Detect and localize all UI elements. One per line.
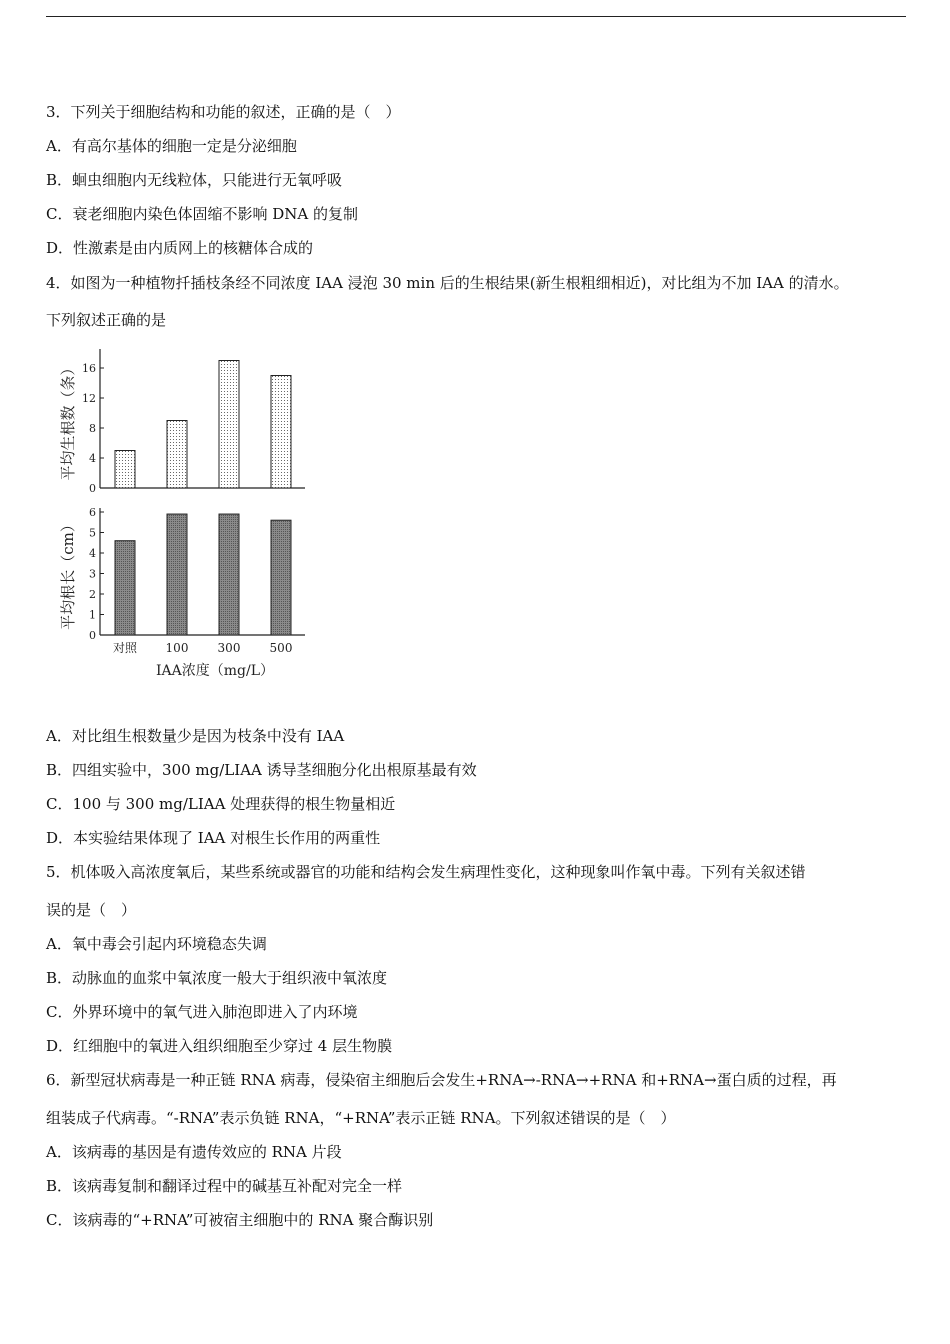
iaa-charts xyxy=(55,345,315,690)
bar xyxy=(167,421,187,489)
bar xyxy=(167,514,187,635)
q4-option-b: B．四组实验中，300 mg/LIAA 诱导茎细胞分化出根原基最有效 xyxy=(46,761,477,779)
q4-option-c: C．100 与 300 mg/LIAA 处理获得的根生物量相近 xyxy=(46,795,396,813)
root-length-chart xyxy=(59,506,305,655)
q5-stem-line2: 误的是（ ） xyxy=(46,901,137,919)
y-tick-label: 5 xyxy=(89,526,96,540)
bar xyxy=(219,361,239,489)
y-tick-label: 0 xyxy=(89,629,96,642)
q5-stem-line1: 5．机体吸入高浓度氧后，某些系统或器官的功能和结构会发生病理性变化，这种现象叫作氧中毒。下列有关叙述错 xyxy=(46,863,806,881)
q4-option-a: A．对比组生根数量少是因为枝条中没有 IAA xyxy=(46,727,345,745)
y-tick-label: 12 xyxy=(82,392,96,405)
y-tick-label: 16 xyxy=(82,362,96,375)
q6-option-b: B．该病毒复制和翻译过程中的碱基互补配对完全一样 xyxy=(46,1177,403,1195)
y-axis-label: 平均根长（cm） xyxy=(59,517,77,630)
iaa-figure xyxy=(55,345,315,690)
q4-stem-line2: 下列叙述正确的是 xyxy=(46,311,167,329)
q5-option-c: C．外界环境中的氧气进入肺泡即进入了内环境 xyxy=(46,1003,358,1021)
q3-option-c: C．衰老细胞内染色体固缩不影响 DNA 的复制 xyxy=(46,205,358,223)
q6-option-a: A．该病毒的基因是有遗传效应的 RNA 片段 xyxy=(46,1143,342,1161)
bar xyxy=(219,514,239,635)
y-tick-label: 4 xyxy=(89,452,96,465)
y-tick-label: 0 xyxy=(89,482,96,495)
y-tick-label: 6 xyxy=(89,506,96,519)
bar xyxy=(271,520,291,635)
q3-option-d: D．性激素是由内质网上的核糖体合成的 xyxy=(46,239,314,257)
bar xyxy=(271,376,291,489)
header-rule xyxy=(46,16,906,17)
q6-option-c: C．该病毒的“+RNA”可被宿主细胞中的 RNA 聚合酶识别 xyxy=(46,1211,434,1229)
y-tick-label: 1 xyxy=(89,608,96,622)
bar xyxy=(115,541,135,635)
q5-option-a: A．氧中毒会引起内环境稳态失调 xyxy=(46,935,267,953)
q6-stem-line2: 组装成子代病毒。“-RNA”表示负链 RNA，“+RNA”表示正链 RNA。下列叙述错误的是（ ） xyxy=(46,1109,676,1127)
x-tick-label: 300 xyxy=(217,641,241,655)
x-axis-label: IAA浓度（mg/L） xyxy=(155,663,275,679)
bar xyxy=(115,451,135,489)
y-tick-label: 8 xyxy=(89,422,96,435)
q4-stem-line1: 4．如图为一种植物扦插枝条经不同浓度 IAA 浸泡 30 min 后的生根结果(新生根粗细相近)，对比组为不加 IAA 的清水。 xyxy=(46,274,849,292)
x-tick-label: 500 xyxy=(269,641,293,655)
q5-option-d: D．红细胞中的氧进入组织细胞至少穿过 4 层生物膜 xyxy=(46,1037,393,1055)
root-count-chart xyxy=(59,349,305,495)
y-tick-label: 3 xyxy=(89,567,96,581)
q3-option-a: A．有高尔基体的细胞一定是分泌细胞 xyxy=(46,137,297,155)
y-tick-label: 2 xyxy=(89,588,96,601)
y-axis-label: 平均生根数（条） xyxy=(59,360,77,481)
q6-stem-line1: 6．新型冠状病毒是一种正链 RNA 病毒，侵染宿主细胞后会发生+RNA→-RNA→+RNA 和+RNA→蛋白质的过程，再 xyxy=(46,1071,837,1089)
x-tick-label: 对照 xyxy=(112,641,138,655)
q4-option-d: D．本实验结果体现了 IAA 对根生长作用的两重性 xyxy=(46,829,381,847)
x-tick-label: 100 xyxy=(165,641,189,655)
q3-option-b: B．蛔虫细胞内无线粒体，只能进行无氧呼吸 xyxy=(46,171,343,189)
q5-option-b: B．动脉血的血浆中氧浓度一般大于组织液中氧浓度 xyxy=(46,969,388,987)
y-tick-label: 4 xyxy=(89,547,96,560)
q3-stem: 3．下列关于细胞结构和功能的叙述，正确的是（ ） xyxy=(46,103,401,121)
